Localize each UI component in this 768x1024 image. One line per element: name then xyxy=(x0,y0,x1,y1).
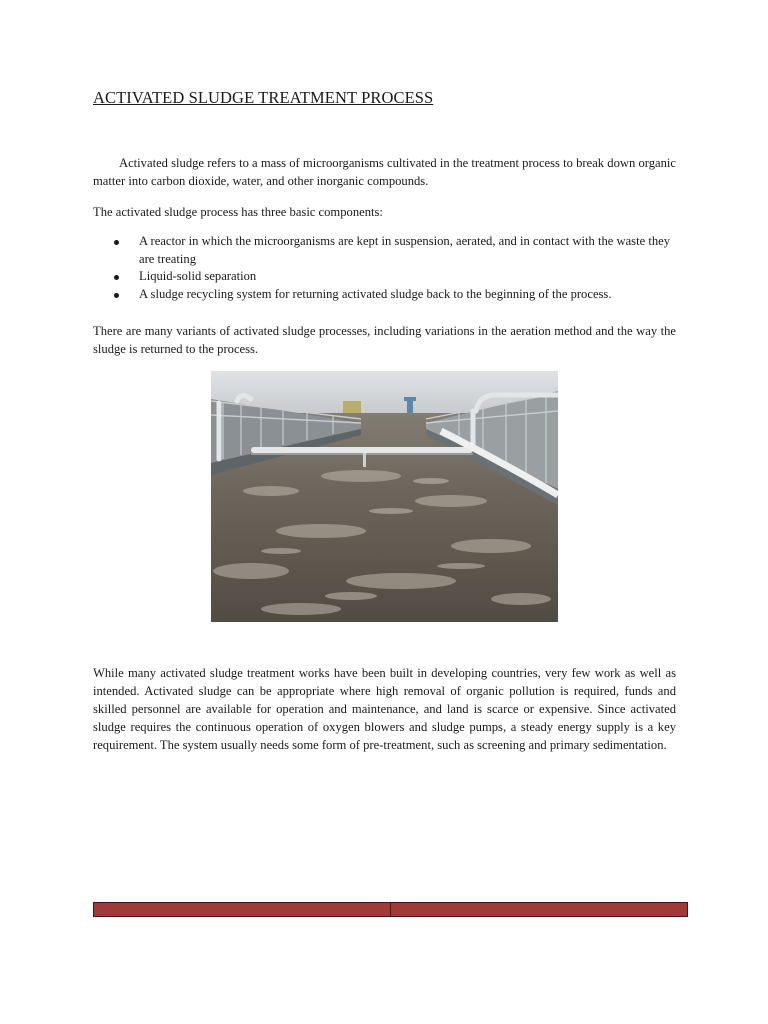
footer-bar xyxy=(93,902,688,917)
list-item-text: A sludge recycling system for returning activated sludge back to the beginning of the process. xyxy=(139,286,612,301)
list-item xyxy=(93,268,676,286)
footer-divider xyxy=(390,903,391,916)
suitability-paragraph: While many activated sludge treatment works have been built in developing countries, very few work as well as intended. Activated sludge can be appropriate where high removal of organic pollution is required, funds and skilled personnel are available for operation and maintenance, and land is scarce or expensive. Since activated sludge requires the continuous operation of oxygen blowers and sludge pumps, a steady energy supply is a key requirement. The system usually needs some form of pre-treatment, such as screening and primary sedimentation. xyxy=(93,666,676,752)
list-item-text: A reactor in which the microorganisms are kept in suspension, aerated, and in contact with the waste they are treating xyxy=(139,234,670,266)
bullet-icon xyxy=(114,275,119,280)
aeration-tank-photo xyxy=(211,371,558,622)
variants-paragraph: There are many variants of activated sludge processes, including variations in the aeration method and the way the sludge is returned to the process. xyxy=(93,324,676,356)
list-item xyxy=(93,286,676,304)
list-item-text: Liquid-solid separation xyxy=(139,269,257,283)
intro-paragraph: Activated sludge refers to a mass of microorganisms cultivated in the treatment process to break down organic matter into carbon dioxide, water, and other inorganic compounds. xyxy=(93,156,676,188)
components-list xyxy=(93,233,676,303)
bullet-icon xyxy=(114,240,119,245)
components-intro-paragraph: The activated sludge process has three basic components: xyxy=(93,205,383,219)
bullet-icon xyxy=(114,293,119,298)
list-item xyxy=(93,233,676,268)
page-title: ACTIVATED SLUDGE TREATMENT PROCESS xyxy=(93,88,434,107)
